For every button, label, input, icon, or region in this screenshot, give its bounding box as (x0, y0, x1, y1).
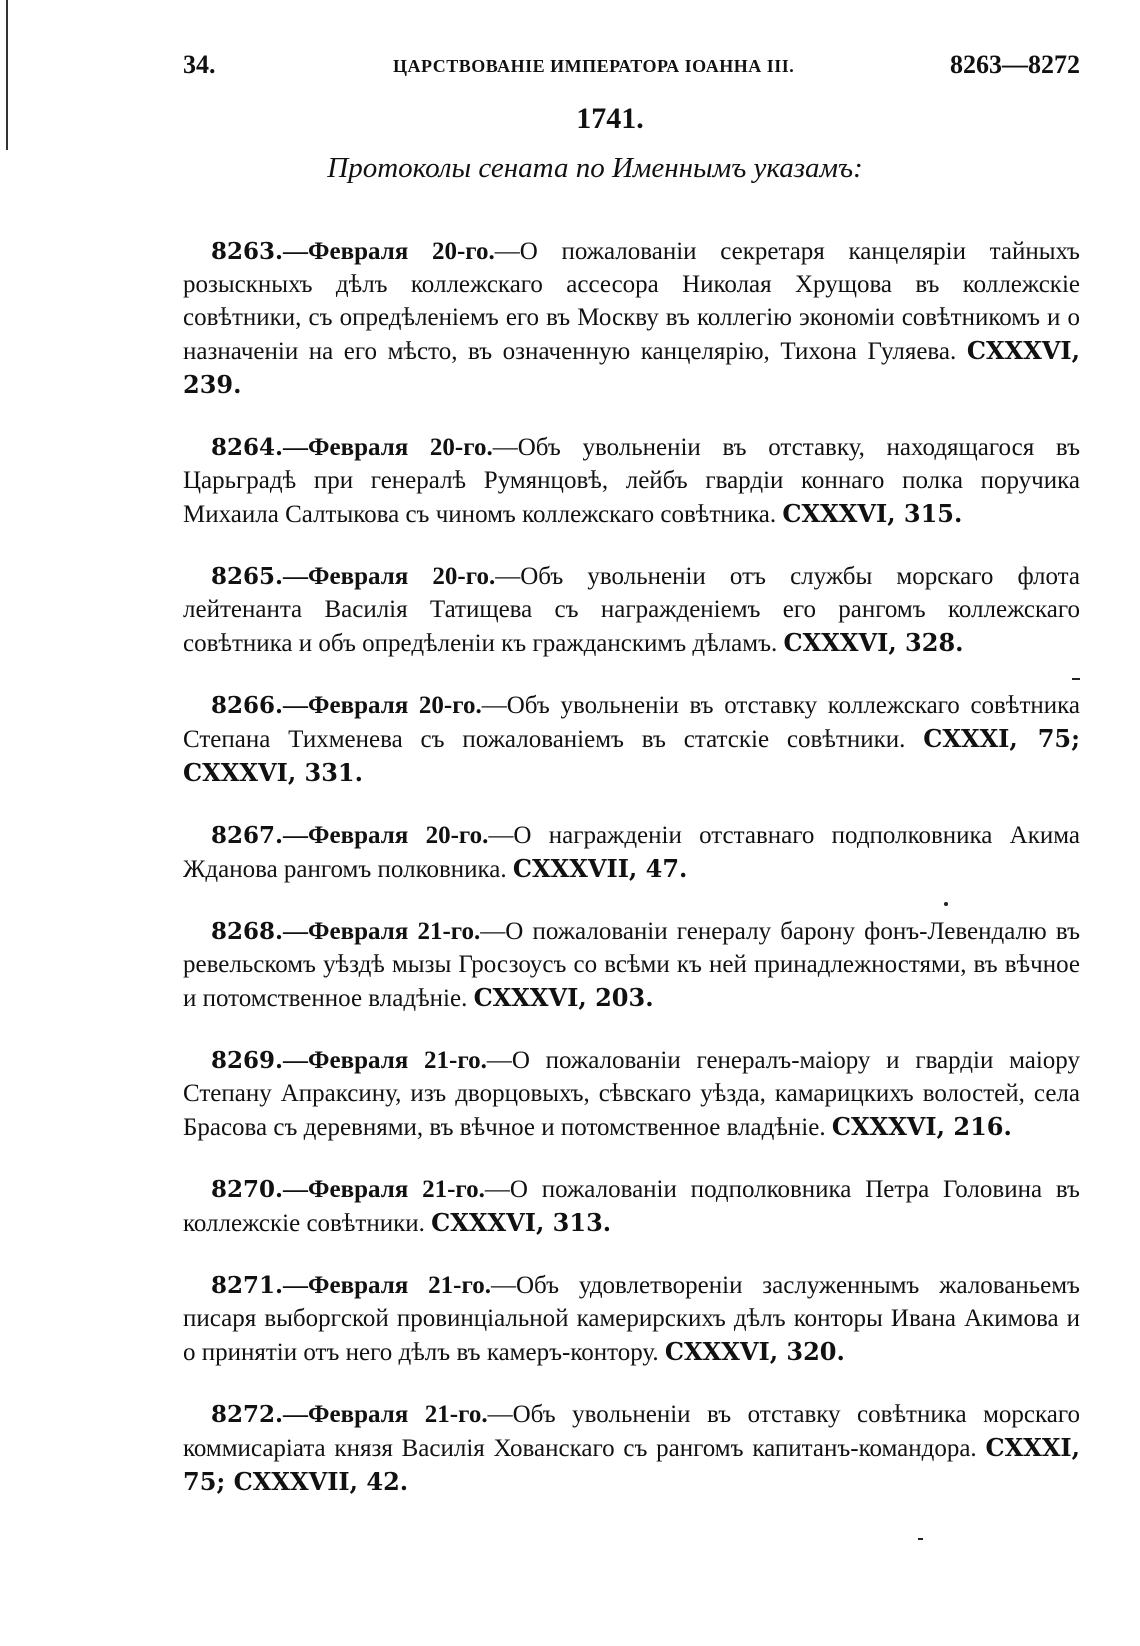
entry-date: —Февраля 21-го. (283, 1047, 487, 1074)
scan-speck (1072, 678, 1080, 680)
entry-refs: CXXXVI, 313. (431, 1208, 612, 1237)
entry-refs: CXXXVII, 47. (512, 854, 688, 883)
entry-number: 8268. (211, 918, 284, 945)
entry-number: 8264. (211, 434, 284, 461)
entry-number: 8265. (211, 563, 284, 590)
entry-refs: CXXXI, 75; CXXXVII, 42. (183, 1433, 1081, 1496)
entry-date: —Февраля 20-го. (283, 692, 482, 719)
entry-number: 8267. (211, 822, 284, 849)
entry-number: 8271. (211, 1272, 284, 1299)
entry-refs: CXXXVI, 315. (782, 499, 963, 528)
entry-date: —Февраля 21-го. (283, 1176, 485, 1203)
entry-refs: CXXXVI, 328. (783, 628, 964, 657)
entry-number: 8270. (211, 1176, 284, 1203)
entry-8266 (183, 689, 1080, 790)
entry-date: —Февраля 21-го. (283, 1401, 488, 1428)
entry-date: —Февраля 21-го. (283, 918, 481, 945)
entry-refs: CXXXVI, 216. (831, 1112, 1012, 1141)
entry-date: —Февраля 21-го. (283, 1272, 491, 1299)
page-number: 34. (183, 50, 216, 79)
entry-date: —Февраля 20-го. (283, 563, 496, 590)
entry-refs: CXXXVI, 203. (473, 983, 654, 1012)
entry-text: —Объ удовлетвореніи заслуженнымъ жалованьемъ писаря выборгской провинціальной камерирскихъ дѣлъ конторы Ивана Акимова и о принятіи отъ него дѣлъ въ камеръ-контору. (183, 1272, 1080, 1366)
entry-text: —Объ увольненіи въ отставку, находящагося въ Царьградѣ при генералѣ Румянцовѣ, лейбъ гвардіи коннаго полка поручика Михаила Салтыкова съ чиномъ коллежскаго совѣтника. (183, 434, 1080, 528)
entry-text: —О пожалованіи генералу барону фонъ-Левендалю въ ревельскомъ уѣздѣ мызы Гросзоусъ со всѣми къ ней принадлежностями, въ вѣчное и потомственное владѣніе. (183, 918, 1080, 1012)
entry-text: —О награжденіи отставнаго подполковника Акима Жданова рангомъ полковника. (183, 822, 1080, 883)
entry-text: —О пожалованіи подполковника Петра Головина въ коллежскіе совѣтники. (183, 1176, 1080, 1237)
entry-text: —О пожалованіи секретаря канцеляріи тайныхъ розыскныхъ дѣлъ коллежскаго ассесора Николая Хрущова въ коллежскіе совѣтники, съ опредѣленіемъ его въ Москву въ коллегію экономіи совѣтникомъ и о назначеніи на его мѣсто, въ означенную канцелярію, Тихона Гуляева. (183, 238, 1080, 365)
entry-8271 (183, 1269, 1080, 1369)
entry-text: —О пожалованіи генералъ-маіору и гвардіи маіору Степану Апраксину, изъ дворцовыхъ, сѣвскаго уѣзда, камарицкихъ волостей, села Брасова съ деревнями, въ вѣчное и потомственное владѣніе. (183, 1047, 1080, 1141)
entry-refs: CXXXVI, 239. (183, 336, 1081, 399)
running-title: ЦАРСТВОВАНІЕ ИМПЕРАТОРА ІОАННА III. (393, 56, 795, 76)
section-subtitle: Протоколы сената по Именнымъ указамъ: (327, 152, 863, 184)
entry-text: —Объ увольненіи отъ службы морскаго флота лейтенанта Василія Татищева съ награжденіемъ его рангомъ коллежскаго совѣтника и объ опредѣленіи къ гражданскимъ дѣламъ. (183, 563, 1080, 657)
entry-8269 (183, 1044, 1080, 1144)
entry-range: 8263—8272 (950, 50, 1080, 79)
entry-8272 (183, 1398, 1080, 1499)
entry-number: 8269. (211, 1047, 284, 1074)
entry-8270 (183, 1173, 1080, 1240)
entry-8268 (183, 915, 1080, 1015)
entry-number: 8266. (211, 692, 284, 719)
entry-date: —Февраля 20-го. (283, 434, 493, 461)
entry-refs: CXXXI, 75; CXXXVI, 331. (183, 724, 1080, 787)
entry-refs: CXXXVI, 320. (664, 1337, 845, 1366)
entry-8265 (183, 560, 1080, 660)
entries-list (183, 210, 1080, 1528)
entry-text: —Объ увольненіи въ отставку коллежскаго совѣтника Степана Тихменева съ пожалованіемъ въ статскіе совѣтники. (183, 692, 1080, 753)
entry-8267 (183, 819, 1080, 886)
entry-date: —Февраля 20-го. (283, 238, 495, 265)
page-header (183, 50, 1080, 90)
entry-8264 (183, 431, 1080, 531)
entry-number: 8272. (211, 1401, 284, 1428)
scan-speck (918, 1538, 923, 1540)
entry-8263 (183, 235, 1080, 402)
scan-speck (944, 902, 948, 906)
entry-number: 8263. (211, 238, 284, 265)
entry-text: —Объ увольненіи въ отставку совѣтника морскаго коммисаріата князя Василія Хованскаго съ рангомъ капитанъ-командора. (183, 1401, 1080, 1462)
year-heading: 1741. (576, 102, 644, 135)
entry-date: —Февраля 20-го. (283, 822, 489, 849)
